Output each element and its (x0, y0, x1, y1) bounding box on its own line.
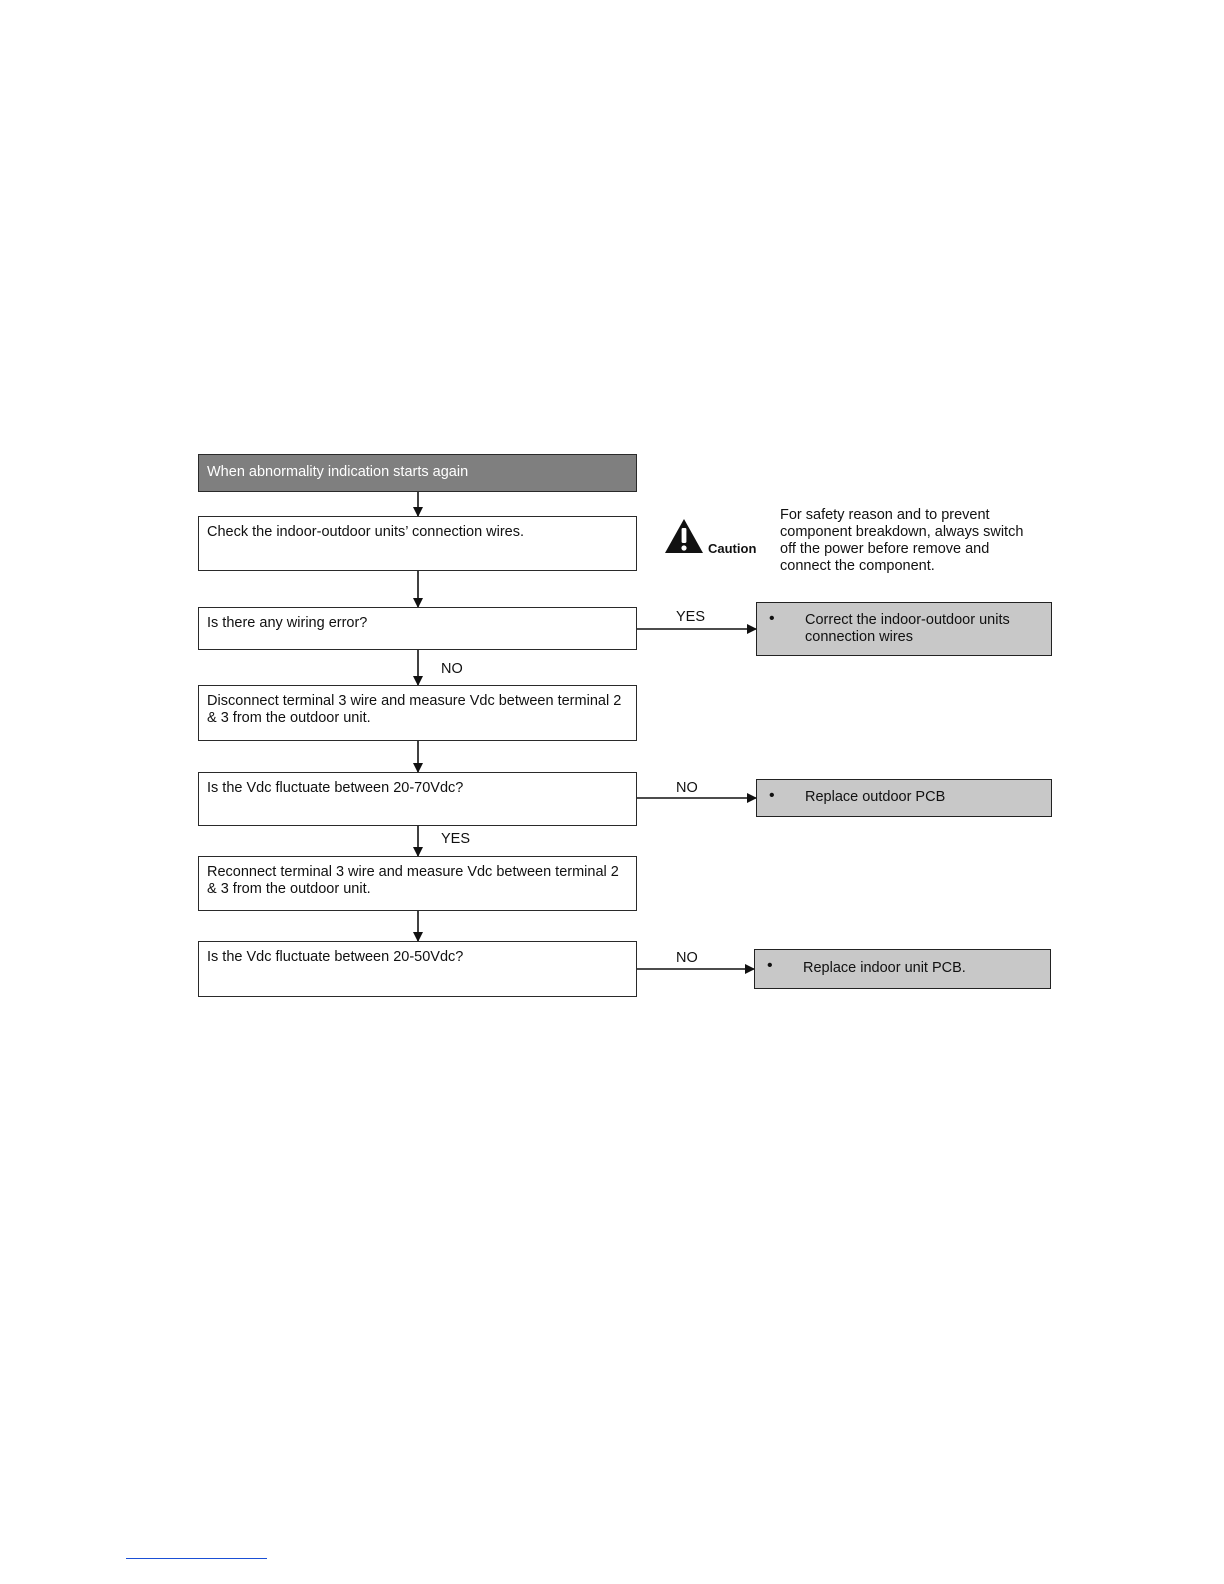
warning-triangle-icon (664, 518, 704, 554)
action-replace-outdoor-pcb-text: Replace outdoor PCB (805, 789, 946, 805)
vdc-20-70-text: Is the Vdc fluctuate between 20-70Vdc? (207, 780, 464, 796)
action-replace-indoor-pcb-text: Replace indoor unit PCB. (803, 960, 966, 976)
footer-link-underline (126, 1558, 267, 1559)
label-no-wiring: NO (441, 661, 463, 677)
label-yes-wiring: YES (676, 609, 706, 625)
caution-text: For safety reason and to prevent component breakdown, always switch off the power before remove and connect the component. (780, 507, 1024, 574)
vdc-20-70-question (198, 772, 637, 826)
disconnect-step-box (198, 685, 637, 741)
vdc-20-50-question (198, 941, 637, 997)
wiring-error-text: Is there any wiring error? (207, 615, 368, 631)
bullet-marker: • (769, 787, 775, 804)
disconnect-step-text: Disconnect terminal 3 wire and measure Vdc between terminal 2 & 3 from the outdoor unit. (207, 693, 622, 726)
label-yes-vdc-20-70: YES (441, 831, 471, 847)
action-replace-outdoor-pcb (756, 779, 1052, 817)
wiring-error-question (198, 607, 637, 650)
action-replace-indoor-pcb (754, 949, 1051, 989)
vdc-20-50-text: Is the Vdc fluctuate between 20-50Vdc? (207, 949, 464, 965)
caution-label: Caution (708, 541, 757, 556)
start-text: When abnormality indication starts again (207, 464, 469, 480)
check-wires-text: Check the indoor-outdoor units’ connection wires. (207, 524, 525, 540)
check-wires-box (198, 516, 637, 571)
reconnect-step-text: Reconnect terminal 3 wire and measure Vdc between terminal 2 & 3 from the outdoor unit. (207, 864, 619, 897)
action-correct-wires-text: Correct the indoor-outdoor units connection wires (805, 612, 1010, 645)
start-box (198, 454, 637, 492)
reconnect-step-box (198, 856, 637, 911)
label-no-vdc-20-70: NO (676, 780, 698, 796)
bullet-marker: • (767, 957, 773, 974)
bullet-marker: • (769, 610, 775, 627)
action-correct-wires (756, 602, 1052, 656)
label-no-vdc-20-50: NO (676, 950, 698, 966)
